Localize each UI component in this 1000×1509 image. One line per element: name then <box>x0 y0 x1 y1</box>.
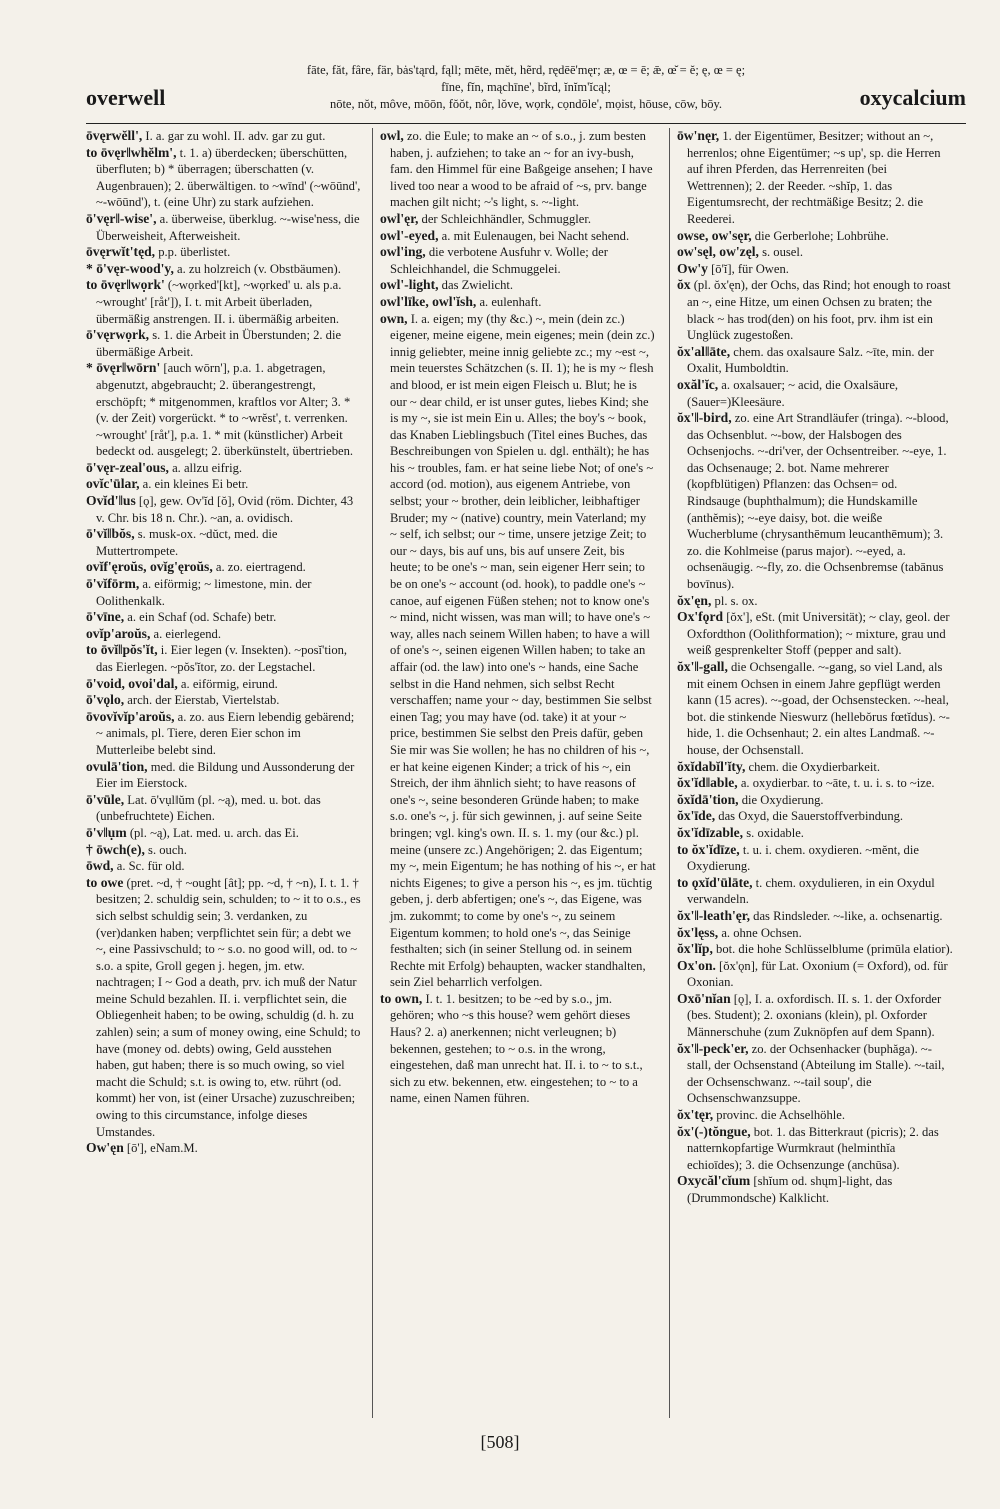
entry-definition: 1. der Eigentümer, Besitzer; without an ~, herrenlos; ohne Eigentümer; ~s up', sp. die Herren auf ihren Pferden, das Herrenreiten (bei Wettrennen); 2. der Reeder. ~shĭp, 1. das Eigentumsrecht, der rechtmäßige Besitz; 2. die Reederei. <box>687 129 941 226</box>
entry-definition: chem. die Oxydierbarkeit. <box>745 759 881 774</box>
entry-definition: med. die Bildung und Aussonderung der Eier im Eierstock. <box>96 759 355 791</box>
entry-definition: a. mit Eulenaugen, bei Nacht sehend. <box>438 228 630 243</box>
dictionary-entry <box>86 277 362 327</box>
dictionary-entry <box>380 244 656 277</box>
dictionary-entry <box>86 493 362 526</box>
entry-definition: i. Eier legen (v. Insekten). ~posĭ'tion, das Eierlegen. ~pŏs'ĭtor, zo. der Legstachel. <box>96 643 348 674</box>
entry-definition: das Zwielicht. <box>438 278 514 293</box>
dictionary-entry <box>677 958 953 991</box>
entry-headword: to ōvęr‖wọrk' <box>86 277 165 293</box>
entry-definition: p.p. überlistet. <box>155 245 231 260</box>
entry-headword: owl'-light, <box>380 277 439 293</box>
entry-headword: ŏx'‖-leath'ęr, <box>677 907 750 923</box>
entry-definition: die verbotene Ausfuhr v. Wolle; der Schleichhandel, die Schmuggelei. <box>390 245 608 276</box>
entry-definition: [ŏx'ǫn], für Lat. Oxonium (= Oxford), od. für Oxonian. <box>687 958 948 990</box>
entry-headword: Oxō'nĭan <box>677 990 731 1006</box>
entry-headword: Ow'y <box>677 260 708 276</box>
dictionary-entry <box>677 1173 953 1206</box>
entry-headword: ovulā'tion, <box>86 758 148 774</box>
entry-headword: ō'vęrwọrk, <box>86 327 150 343</box>
dictionary-entry <box>86 1140 362 1157</box>
dictionary-entry <box>677 244 953 261</box>
entry-definition: s. oxidable. <box>743 825 804 840</box>
entry-headword: own, <box>380 310 408 326</box>
column-3 <box>677 128 953 1428</box>
page-header <box>86 60 966 120</box>
entry-definition: pl. s. ox. <box>711 593 758 608</box>
entry-definition: (~wọrked'[kt], ~wọrked' u. als p.a. ~wrought' [råt']), I. t. mit Arbeit überladen, übermäßig anstrengen. II. i. übermäßig arbeiten. <box>96 278 342 326</box>
entry-definition: bot. 1. das Bitterkraut (picris); 2. das natternkopfartige Wurmkraut (helminthĭa echioīdes); 3. die Ochsenzunge (anchūsa). <box>687 1124 939 1172</box>
entry-definition: t. u. i. chem. oxydieren. ~mĕnt, die Oxydierung. <box>687 842 919 874</box>
entry-definition: I. t. 1. besitzen; to be ~ed by s.o., jm. gehören; who ~s this house? wem gehört dieses Haus? 2. a) anerkennen; nicht verleugnen; b) bekennen, gestehen; to ~ o.s. in the wrong, eingestehen, daß man unrecht hat. II. i. to ~ to s.t., sich zu etw. bekennen, etw. eingestehen; to ~ to a name, einen Namen führen. <box>390 991 643 1106</box>
dictionary-entry <box>86 676 362 693</box>
dictionary-entry <box>677 128 953 228</box>
entry-definition: zo. die Eule; to make an ~ of s.o., j. zum besten haben, j. aufziehen; to take an ~ for an ivy-bush, fam. den Himmel für eine Baßgeige ansehen; I have lived too near a wood to be afraid of ~s, prv. bange machen gilt nicht; ~'s light, s. ~-light. <box>390 129 653 210</box>
entry-headword: owl'ęr, <box>380 210 419 226</box>
dictionary-entry <box>677 410 953 593</box>
header-rule <box>86 123 966 124</box>
entry-definition: a. allzu eifrig. <box>168 460 243 475</box>
entry-definition: a. eiförmig, eirund. <box>177 676 278 691</box>
entry-definition: die Gerberlohe; Lohbrühe. <box>751 228 889 243</box>
entry-headword: to ōvĭ‖pŏs'ĭt, <box>86 642 158 658</box>
page-number: [508] <box>480 1432 520 1452</box>
entry-headword: owl'līke, owl'ĭsh, <box>380 293 477 309</box>
dictionary-entry <box>677 1124 953 1174</box>
dictionary-entry <box>86 360 362 460</box>
entry-headword: to own, <box>380 990 423 1006</box>
dictionary-entry <box>677 825 953 842</box>
entry-headword: ōvovĭvĭp'aroŭs, <box>86 708 175 724</box>
entry-definition: t. chem. oxydulieren, in ein Oxydul verwandeln. <box>687 875 935 907</box>
entry-definition: [ō'], eNam.M. <box>123 1141 198 1156</box>
column-2 <box>380 128 656 1428</box>
entry-headword: ŏxĭdabĭl'ĭty, <box>677 758 746 774</box>
entry-definition: a. ein Schaf (od. Schafe) betr. <box>124 610 277 625</box>
entry-headword: ō'vǫlo, <box>86 692 125 708</box>
entry-definition: a. oxalsauer; ~ acid, die Oxalsäure, (Sauer=)Kleesäure. <box>687 377 899 409</box>
dictionary-entry <box>677 759 953 776</box>
entry-headword: ŏx'‖-bird, <box>677 410 732 426</box>
entry-headword: ŏxĭdā'tion, <box>677 791 739 807</box>
dictionary-entry <box>86 842 362 859</box>
entry-headword: ovĭc'ūlar, <box>86 476 140 492</box>
dictionary-entry <box>677 991 953 1041</box>
entry-definition: [ǫ], gew. Ov'ĭd [ŏ], Ovid (röm. Dichter, 43 v. Chr. bis 18 n. Chr.). ~an, a. ovidisch. <box>96 494 354 525</box>
entry-headword: ōvęrwĕll', <box>86 128 143 143</box>
entry-definition: (pret. ~d, † ~ought [ât]; pp. ~d, † ~n), I. t. 1. † besitzen; 2. schuldig sein, schulden; to ~ it to o.s., es sich selbst schuldig sein; 3. verdanken, zu (ver)danken haben; verpflichtet sein für; a debt we ~, eine Passivschuld; to ~ s.o. no good will, od. to ~ s.o. a spite, Groll gegen j. hegen, jm. etw. nachtragen; I ~ God a death, prv. ich muß der Natur meine Schuld bezahlen. II. i. verpflichtet sein, die Obliegenheit haben; to be owing, schuldig (d. h. zu zahlen) sein; a sum of money owing, eine Schuld; to have (money od. debts) owing, Geld ausstehen haben, gut haben; there is so much owing, so viel macht die Schuld; s.t. is owing to, etw. rührt (od. kommt) her von, ist (einer Ursache) zuzuschreiben; owing to this circumstance, infolge dieses Umstandes. <box>96 875 361 1139</box>
entry-headword: ŏx'īde, <box>677 808 716 824</box>
entry-definition: a. oxydierbar. to ~āte, t. u. i. s. to ~ize. <box>737 776 935 791</box>
dictionary-entry <box>86 460 362 477</box>
entry-headword: ŏx'‖-gall, <box>677 659 728 674</box>
entry-definition: a. überweise, überklug. ~-wise'ness, die Überweisheit, Afterweisheit. <box>96 211 360 243</box>
entry-definition: a. eulenhaft. <box>476 294 542 309</box>
entry-definition: das Oxyd, die Sauerstoffverbindung. <box>715 809 904 824</box>
column-divider <box>669 128 670 1418</box>
dictionary-entry <box>677 941 953 958</box>
dictionary-entry <box>86 128 362 145</box>
dictionary-entry <box>86 709 362 759</box>
entry-headword: * ō'vęr-wood'y, <box>86 260 174 276</box>
entry-definition: I. a. eigen; my (thy &c.) ~, mein (dein zc.) eigener, meine eigene, mein eigenes; mein (dein zc.) innig geliebter, meine innig geliebte zc.; my ~est ~, mein teuerstes Schätzchen (s. II. 1); he is my ~ flesh and blood, er ist mein eigen Fleisch u. Blut; he is our ~ dear child, er ist unser gutes, liebes Kind; she is my ~, sie ist mein Ein u. Alles; the boy's ~ book, das Knaben Lieblingsbuch (Titel eines Buches, das Beschreibungen von Spielen u. dgl. enthält); he has his ~ troubles, fam. er hat seine liebe Not; of one's ~ accord (od. motion), aus eigenem Antriebe, von selbst; your ~ brother, dein leiblicher, leibhaftiger Bruder; my ~ (native) country, mein Vaterland; my ~ self, ich selbst; our ~ time, unsere jetzige Zeit; to our ~ days, bis auf uns, bis auf unsere Zeit, bis heute; to be one's ~ man, sein eigener Herr sein; to be on one's ~ account (od. hook), to paddle one's ~ canoe, auf eigenen Füßen stehen; not to know one's ~ mind, nicht wissen, was man will; to have one's ~ way, alles nach seinem Willen haben; to have a will of one's ~, seinen eigenen Willen haben; to take an affair (od. the law) into one's ~ hands, eine Sache selbst in die Hand nehmen, sich selbst Recht verschaffen; name your ~ day, bestimmen Sie selbst einen Tag; you may have (od. take) it at your ~ price, bestimmen Sie selbst den Preis dafür, geben Sie mir was Sie wollen; he has no children of his ~, er hat keine eigenen Kinder; a trick of his ~, ein Streich, der ihm ähnlich sieht; to have reasons of one's ~, seine besonderen Gründe haben; to make s.o. one's ~, j. für sich gewinnen, j. auf seine Seite bringen; vgl. king's own. II. s. 1. my (our &c.) pl. meine (unsere zc.) Angehörigen; 2. das Eigentum; my ~, mein Eigentum; he has nothing of his ~, er hat nichts Eigenes; to give a person his ~, es jm. tüchtig geben, j. derb abfertigen; one's ~, das Eigene, was jm. zukommt; to come by one's ~, zu seinem Eigentum kommen; to hold one's ~, das Seinige festhalten; sich (in seiner Stellung od. in seinem Rechte mit Erfolg) behaupten, wacker standhalten, sein Ziel beharrlich verfolgen. <box>390 311 656 990</box>
entry-headword: ō'vūle, <box>86 791 125 807</box>
entry-headword: owse, ow'sęr, <box>677 227 752 243</box>
entry-definition: (pl. ~ą), Lat. med. u. arch. das Ei. <box>126 825 299 840</box>
dictionary-entry <box>86 261 362 278</box>
dictionary-entry <box>677 228 953 245</box>
guide-word-left: overwell <box>86 85 166 110</box>
dictionary-entry <box>677 659 953 759</box>
entry-headword: ŏx'tęr, <box>677 1107 714 1123</box>
dictionary-entry <box>677 261 953 278</box>
dictionary-entry <box>677 925 953 942</box>
entry-headword: ō'vęr‖-wise', <box>86 210 157 226</box>
entry-definition: der Schleichhändler, Schmuggler. <box>418 211 592 226</box>
entry-definition: chem. das oxalsaure Salz. ~īte, min. der Oxalit, Humboldtin. <box>687 344 934 376</box>
entry-headword: ŏx'(-)tŏngue, <box>677 1123 751 1139</box>
entry-definition: (pl. ŏx'ęn), der Ochs, das Rind; hot enough to roast an ~, eine Hitze, um einen Ochsen zu braten; the black ~ has trod(den) on his foot, prv. ihm ist ein Unglück zugestoßen. <box>687 278 951 343</box>
entry-headword: Ow'ęn <box>86 1140 124 1156</box>
entry-definition: s. ousel. <box>758 245 803 260</box>
entry-headword: ō'vīne, <box>86 609 125 625</box>
entry-definition: arch. der Eierstab, Viertelstab. <box>124 693 280 708</box>
entry-headword: Ox'on. <box>677 957 716 973</box>
dictionary-entry <box>677 609 953 659</box>
dictionary-entry <box>677 377 953 410</box>
column-1 <box>86 128 362 1428</box>
entry-headword: ŏx'ĭdīzable, <box>677 824 744 840</box>
entry-headword: ow'sęl, ow'zęl, <box>677 244 759 260</box>
dictionary-entry <box>86 526 362 559</box>
dictionary-entry <box>86 875 362 1141</box>
dictionary-entry <box>86 792 362 825</box>
entry-headword: ōw'nęr, <box>677 128 720 143</box>
entry-definition: das Rindsleder. ~-like, a. ochsenartig. <box>750 908 943 923</box>
dictionary-entry <box>380 277 656 294</box>
entry-definition: a. ein kleines Ei betr. <box>139 477 249 492</box>
entry-headword: ōvęrwĭt'tęd, <box>86 244 156 260</box>
entry-headword: ōwd, <box>86 858 114 874</box>
entry-definition: s. 1. die Arbeit in Überstunden; 2. die übermäßige Arbeit. <box>96 328 342 359</box>
dictionary-entry <box>86 642 362 675</box>
dictionary-entry <box>677 1107 953 1124</box>
dictionary-entry <box>86 858 362 875</box>
entry-definition: a. eierlegend. <box>150 626 221 641</box>
entry-definition: I. a. gar zu wohl. II. adv. gar zu gut. <box>142 129 326 143</box>
entry-definition: a. zu holzreich (v. Obstbäumen). <box>173 261 341 276</box>
entry-definition: [ŏx'], eSt. (mit Universität); ~ clay, geol. der Oxfordthon (Oolithformation); ~ mixture, grau und weiß gesprenkelter Stoff (pepper and salt). <box>687 610 950 658</box>
entry-headword: to owe <box>86 874 124 890</box>
entry-headword: ŏx'lęss, <box>677 924 719 940</box>
entry-headword: ŏx <box>677 277 691 293</box>
entry-headword: ŏx'ĭd‖able, <box>677 775 738 791</box>
pronunciation-line: fāte, făt, fâre, fär, bȧs'tąrd, fąll; mēte, mĕt, hẽrd, rędēē'męr; æ, œ = ē; ǣ, œ̆ = ĕ; ę, œ = ę; <box>306 63 746 77</box>
dictionary-entry <box>86 825 362 842</box>
entry-headword: ŏx'lĭp, <box>677 941 713 957</box>
entry-definition: zo. eine Art Strandläufer (tringa). ~-blood, das Ochsenblut. ~-bow, der Halsbogen des Ochsenjochs. ~-dri'ver, der Ochsentreiber. ~-eye, 1. das Ochsenauge; 2. bot. Name mehrerer (kopfblütigen) Pflanzen: das Ochsen= od. Rindsauge (buphthalmum); die Hundskamille (anthĕmis); ~-eye daisy, bot. die weiße Wucherblume (chrysanthēmum leucanthēmum); 3. zo. die Kohlmeise (parus major). ~-eyed, a. ochsenäugig. ~-fly, zo. die Ochsenbremse (tabānus bovīnus). <box>687 411 949 592</box>
entry-headword: Ovĭd'‖us <box>86 493 136 509</box>
dictionary-entry <box>86 692 362 709</box>
dictionary-entry <box>86 211 362 244</box>
entry-definition: [ō'ĭ], für Owen. <box>707 261 789 276</box>
dictionary-entry <box>677 842 953 875</box>
entry-definition: Lat. ō'vụl‖ŭm (pl. ~ą), med. u. bot. das (unbefruchtete) Eichen. <box>96 792 321 824</box>
entry-definition: s. ouch. <box>144 842 187 857</box>
pronunciation-line: fīne, fĭn, mąchīne', bĩrd, ĭnĭm'ĭcąl; <box>441 80 611 94</box>
dictionary-entry <box>677 344 953 377</box>
entry-definition: die Ochsengalle. ~-gang, so viel Land, als mit einem Ochsen in einem Jahre gepflügt werden kann (15 acres). ~-goad, der Ochsenstecken. ~-heal, bot. die stinkende Nieswurz (hellebŏrus fœtĭdus). ~-hide, 1. die Ochsenhaut; 2. ein altes Landmaß. ~-house, der Ochsenstall. <box>687 660 950 757</box>
entry-definition: a. zo. aus Eiern lebendig gebärend; ~ animals, pl. Tiere, deren Eier schon im Mutterleibe belebt sind. <box>96 709 355 757</box>
entry-definition: t. 1. a) überdecken; überschütten, überfluten; b) * überragen; überschatten (v. Augenbrauen); 2. überwältigen. to ~wīnd' (~wōūnd', ~-wōūnd'), t. (eine Uhr) zu stark aufziehen. <box>96 145 361 210</box>
pronunciation-line: nōte, nŏt, môve, mōōn, fŏŏt, nôr, lŏve, wọrk, cọndōle', mọist, hōuse, cōw, bōy. <box>329 97 723 111</box>
dictionary-entry <box>86 576 362 609</box>
entry-headword: owl'-eyed, <box>380 227 439 243</box>
entry-headword: ō'void, ovoi'dal, <box>86 675 178 691</box>
entry-definition: [ǫ], I. a. oxfordisch. II. s. 1. der Oxforder (bes. Student); 2. oxonians (klein), pl. Oxforder Männerschuhe (zum Zuknöpfen auf dem Spann). <box>687 991 942 1040</box>
entry-headword: oxăl'ĭc, <box>677 376 719 392</box>
entry-headword: ovĭp'aroŭs, <box>86 625 151 641</box>
entry-definition: [shĭum od. shųm]-light, das (Drummondsche) Kalklicht. <box>687 1174 893 1205</box>
entry-headword: Ox'fǫrd <box>677 609 724 625</box>
entry-definition: zo. der Ochsenhacker (buphăga). ~-stall, der Ochsenstand (Abteilung im Stalle). ~-tail, der Ochsenschwanz. ~-tail soup', die Ochsenschwanzsuppe. <box>687 1041 945 1106</box>
entry-definition: a. eiförmig; ~ limestone, min. der Oolithenkalk. <box>96 577 312 608</box>
entry-definition: die Oxydierung. <box>738 792 824 807</box>
entry-headword: to ǫxĭd'ūlāte, <box>677 874 753 890</box>
entry-definition: s. musk-ox. ~dŭct, med. die Muttertrompete. <box>96 527 278 558</box>
dictionary-entry <box>86 244 362 261</box>
guide-word-right: oxycalcium <box>859 85 966 110</box>
entry-headword: to ōvęr‖whĕlm', <box>86 144 177 160</box>
entry-headword: * ōvęr‖wōrn' <box>86 360 161 376</box>
entry-headword: Oxycăl'cĭum <box>677 1173 751 1189</box>
dictionary-entry <box>380 211 656 228</box>
dictionary-entry <box>380 991 656 1107</box>
entry-headword: ō'vĭfōrm, <box>86 576 140 592</box>
entry-headword: ō'vĭ‖bŏs, <box>86 526 135 542</box>
dictionary-entry <box>677 1041 953 1107</box>
dictionary-entry <box>677 775 953 792</box>
entry-headword: ŏx'‖-peck'er, <box>677 1040 749 1056</box>
dictionary-entry <box>380 311 656 991</box>
entry-headword: ō'v‖ụm <box>86 824 127 840</box>
dictionary-entry <box>86 145 362 211</box>
dictionary-entry <box>677 792 953 809</box>
entry-definition: [auch wōrn'], p.a. 1. abgetragen, abgenutzt, abgebraucht; 2. überangestrengt, erschöpft; * mitgenommen, kraftlos vor Alter; 3. * (v. der Zeit) vorgerückt. * to ~wrĕst', t. verrenken. ~wrought' [råt'], p.a. 1. * mit (künstlicher) Arbeit bedeckt od. ausgelegt; 2. überkünstelt, übertrieben. <box>96 361 354 459</box>
dictionary-entry <box>86 609 362 626</box>
dictionary-entry <box>86 626 362 643</box>
dictionary-entry <box>677 908 953 925</box>
pronunciation-key <box>236 62 816 113</box>
entry-definition: a. ohne Ochsen. <box>718 925 802 940</box>
entry-definition: bot. die hohe Schlüsselblume (primūla elatior). <box>712 942 953 957</box>
entry-headword: ŏx'ęn, <box>677 592 712 608</box>
dictionary-entry <box>86 559 362 576</box>
dictionary-entry <box>677 808 953 825</box>
entry-definition: a. zo. eiertragend. <box>212 560 306 575</box>
dictionary-entry <box>677 875 953 908</box>
dictionary-entry <box>677 277 953 343</box>
entry-headword: ō'vęr-zeal'ous, <box>86 459 169 475</box>
dictionary-entry <box>86 759 362 792</box>
entry-headword: † ōwch(e), <box>86 841 145 857</box>
dictionary-entry <box>380 228 656 245</box>
dictionary-entry <box>86 327 362 360</box>
entry-headword: ŏx'al‖āte, <box>677 343 731 359</box>
entry-definition: provinc. die Achselhöhle. <box>713 1108 845 1123</box>
dictionary-entry <box>380 128 656 211</box>
entry-headword: owl'ing, <box>380 244 426 260</box>
dictionary-entry <box>380 294 656 311</box>
dictionary-entry <box>677 593 953 610</box>
entry-headword: ovĭf'ęroŭs, ovĭg'ęroŭs, <box>86 559 213 575</box>
column-divider <box>372 128 373 1418</box>
dictionary-entry <box>86 476 362 493</box>
entry-headword: to ŏx'ĭdīze, <box>677 841 740 857</box>
entry-headword: owl, <box>380 128 404 143</box>
entry-definition: a. Sc. für old. <box>113 859 185 874</box>
